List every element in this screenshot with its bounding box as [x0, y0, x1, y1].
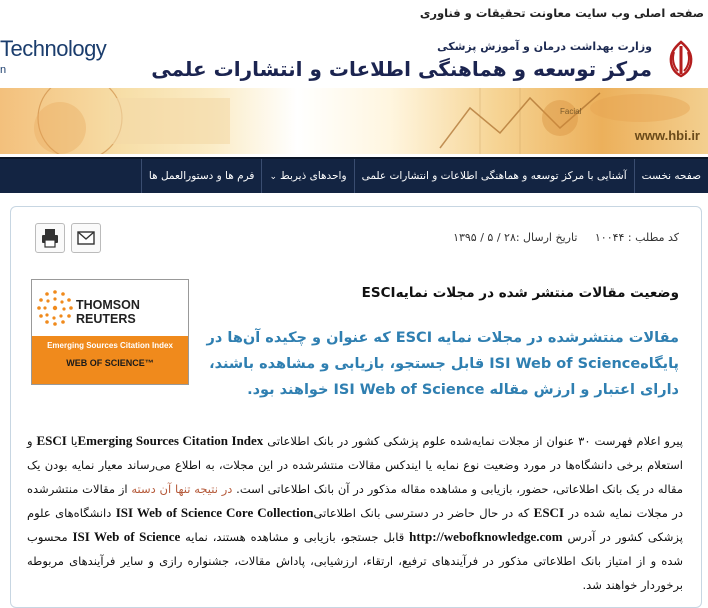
main-nav: [0, 157, 708, 193]
printer-icon: [36, 224, 64, 252]
article-title: وضعیت مقالات منتشر شده در مجلات نمایهESCI: [361, 285, 679, 301]
article-panel: [10, 206, 702, 608]
article-meta: [439, 231, 679, 244]
chevron-down-icon: ⌄: [269, 172, 277, 182]
body-text-1: پیرو اعلام فهرست ۳۰ عنوان از مجلات نمایه‌شده علوم پزشکی کشور در بانک اطلاعاتی: [263, 434, 683, 448]
article-lead: مقالات منتشرشده در مجلات نمایه ESCI که عنوان و چکیده آن‌ها در پایگاهISI Web of Science قابل جستجو، بازیابی و مشاهده باشند، دارای اعتبار و ارزش مقاله ISI Web of Science خواهند بود.: [206, 330, 679, 398]
dot-globe-icon: [35, 288, 75, 328]
body-text-5: که در حال حاضر در دسترسی بانک اطلاعاتی: [313, 506, 534, 520]
article-body: [27, 429, 683, 597]
body-text-6: دانشگاه‌های علوم پزشکی کشور در آدرس: [27, 506, 683, 544]
nav-about-label: آشنایی با مرکز توسعه و هماهنگی اطلاعات و انتشارات علمی: [361, 170, 627, 182]
logo-esci-text: Emerging Sources Citation Index: [47, 341, 173, 350]
body-text-2: یا: [66, 434, 78, 448]
body-en-esci: ESCI: [36, 433, 67, 448]
article-code: کد مطلب : ۱۰۰۴۴: [594, 231, 679, 244]
nav-forms[interactable]: [141, 159, 262, 193]
body-en-esci-full: Emerging Sources Citation Index: [77, 433, 264, 448]
article-date: تاریخ ارسال :۲۸ / ۵ / ۱۳۹۵: [453, 231, 578, 244]
nav-units[interactable]: [261, 159, 353, 193]
research-vice-chancellor-link[interactable]: صفحه اصلی وب سایت معاونت تحقیقات و فناوری: [419, 6, 704, 20]
envelope-icon: [72, 224, 100, 252]
header-left-subtitle: n: [0, 64, 7, 76]
nav-home-label: صفحه نخست: [641, 170, 701, 182]
body-highlight: در نتیجه تنها آن دسته: [131, 482, 233, 496]
thomson-reuters-esci-logo: [31, 279, 189, 385]
header-banner: [0, 88, 708, 154]
email-button[interactable]: [71, 223, 101, 253]
ministry-name: وزارت بهداشت درمان و آموزش پزشکی: [437, 40, 652, 53]
nav-about[interactable]: [354, 159, 634, 193]
nav-forms-label: فرم ها و دستورالعمل ها: [148, 170, 255, 182]
body-en-esci-2: ESCI: [533, 505, 565, 520]
logo-brand-text: THOMSON REUTERS: [76, 298, 140, 326]
body-text-8: محسوب شده و از امتیاز بانک اطلاعاتی مذکور در فرآیندهای ترفیع، ارتقاء، ارزشیابی، پاداش مقالات، جشنواره رازی و سایر فرآیندهای مربوطه برخوردار خواهند شد.: [27, 530, 683, 592]
logo-orange-band: [32, 336, 188, 384]
center-name: مرکز توسعه و هماهنگی اطلاعات و انتشارات علمی: [151, 57, 652, 81]
top-bar: [0, 0, 708, 31]
site-header: [0, 30, 708, 88]
body-text-4: از مقالات منتشرشده در مجلات نمایه شده در: [27, 482, 683, 520]
body-text-7: قابل جستجو، بازیابی و مشاهده هستند، نمایه: [180, 530, 410, 544]
body-link-wok[interactable]: http://webofknowledge.com: [409, 529, 563, 544]
body-en-wos-core: ISI Web of Science Core Collection: [115, 505, 314, 520]
logo-wos-text: WEB OF SCIENCE™: [66, 358, 154, 368]
banner-decoration: [0, 88, 708, 154]
header-left-title: Technology: [0, 36, 107, 61]
banner-facial-text: Facial: [560, 107, 582, 116]
nav-units-label: واحدهای ذیربط: [279, 170, 347, 182]
body-en-wos: ISI Web of Science: [72, 529, 181, 544]
site-url-text: www.hbi.ir: [634, 128, 700, 143]
nav-home[interactable]: [634, 159, 708, 193]
print-button[interactable]: [35, 223, 65, 253]
body-text-3: و استعلام برخی دانشگاه‌ها در مورد وضعیت نوع نمایه یا ایندکس مقالات منتشرشده در این مجلات، به اطلاع می‌رساند معیار نمایه بودن یک مقاله در یک بانک اطلاعاتی، حضور، بازیابی و مشاهده مقاله مذکور در آن بانک اطلاعاتی است.: [27, 434, 684, 496]
iran-emblem-icon: [660, 38, 702, 80]
logo-top: [32, 280, 188, 336]
